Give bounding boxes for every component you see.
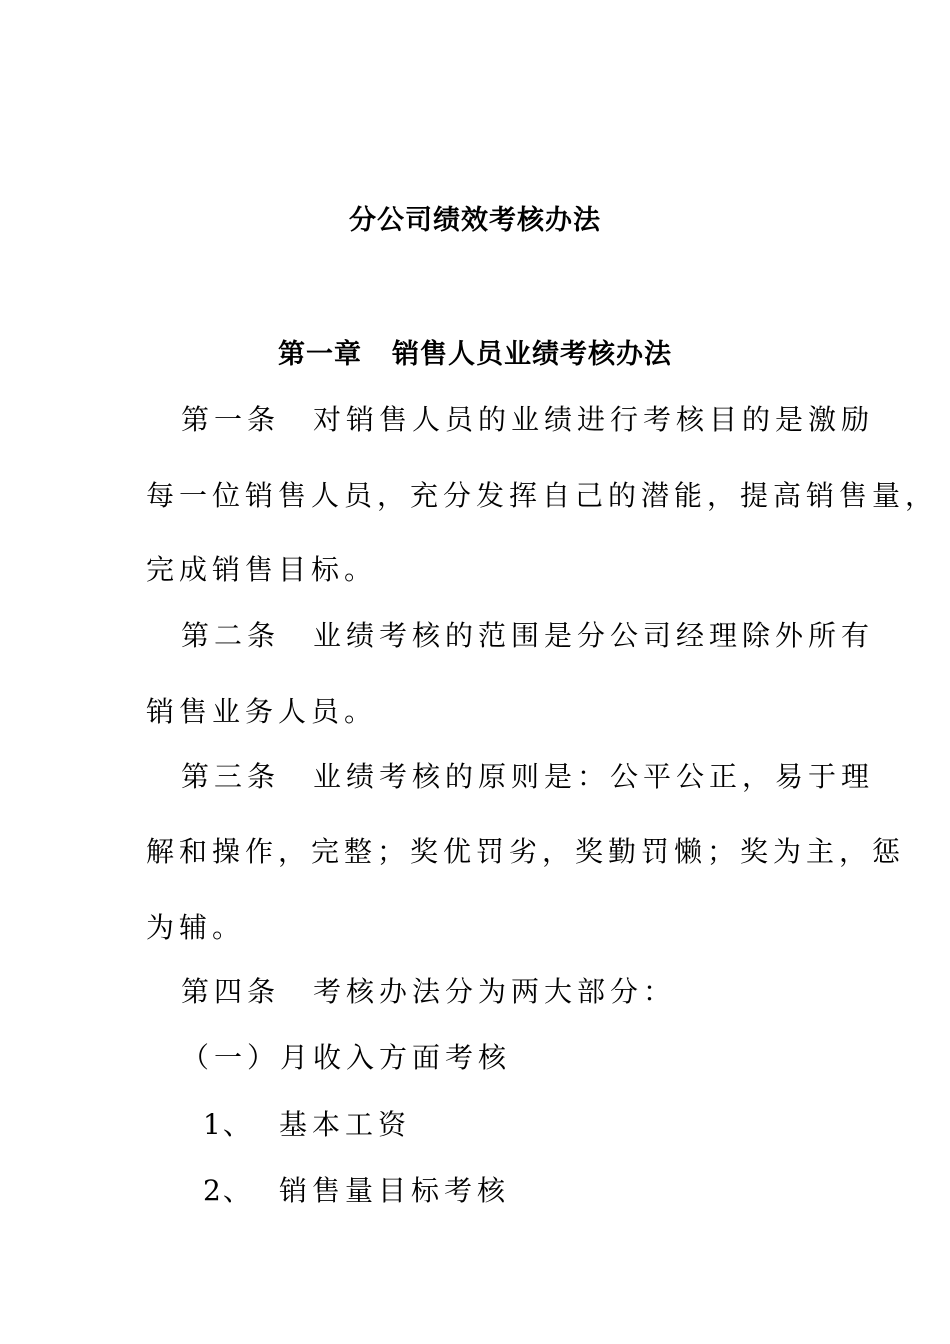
article-3-first-line (181, 755, 874, 795)
list-item-number: 1、 (203, 1108, 253, 1141)
article-3-label: 第三条 (181, 760, 281, 793)
article-1-text: 对销售人员的业绩进行考核目的是激励 (313, 403, 875, 436)
article-3-text: 业绩考核的原则是：公平公正，易于理 (313, 760, 875, 793)
section-text: 月收入方面考核 (280, 1041, 512, 1074)
chapter-number: 第一章 (278, 339, 362, 370)
chapter-name: 销售人员业绩考核办法 (392, 339, 672, 370)
article-1-label: 第一条 (181, 403, 281, 436)
list-item-text: 销售量目标考核 (279, 1174, 511, 1207)
article-1-first-line (181, 398, 874, 438)
chapter-heading (0, 332, 950, 371)
list-item (203, 1169, 510, 1209)
section-label: （一） (181, 1041, 281, 1074)
section-heading (181, 1036, 511, 1076)
article-2-text: 业绩考核的范围是分公司经理除外所有 (313, 619, 875, 652)
article-1-line-3: 完成销售目标。 (146, 553, 378, 586)
article-4-text: 考核办法分为两大部分： (313, 975, 677, 1008)
article-3-line-2: 解和操作，完整；奖优罚劣，奖勤罚懒；奖为主，惩 (146, 835, 906, 868)
article-2-label: 第二条 (181, 619, 281, 652)
article-2-line-2: 销售业务人员。 (146, 695, 378, 728)
article-3-line-3: 为辅。 (146, 911, 246, 944)
article-2-first-line (181, 614, 874, 654)
article-1-line-2: 每一位销售人员，充分发挥自己的潜能，提高销售量， (146, 479, 939, 512)
article-4-label: 第四条 (181, 975, 281, 1008)
list-item-number: 2、 (203, 1174, 253, 1207)
list-item (203, 1103, 411, 1143)
article-4-first-line (181, 970, 676, 1010)
list-item-text: 基本工资 (279, 1108, 412, 1141)
document-title: 分公司绩效考核办法 (349, 205, 601, 236)
